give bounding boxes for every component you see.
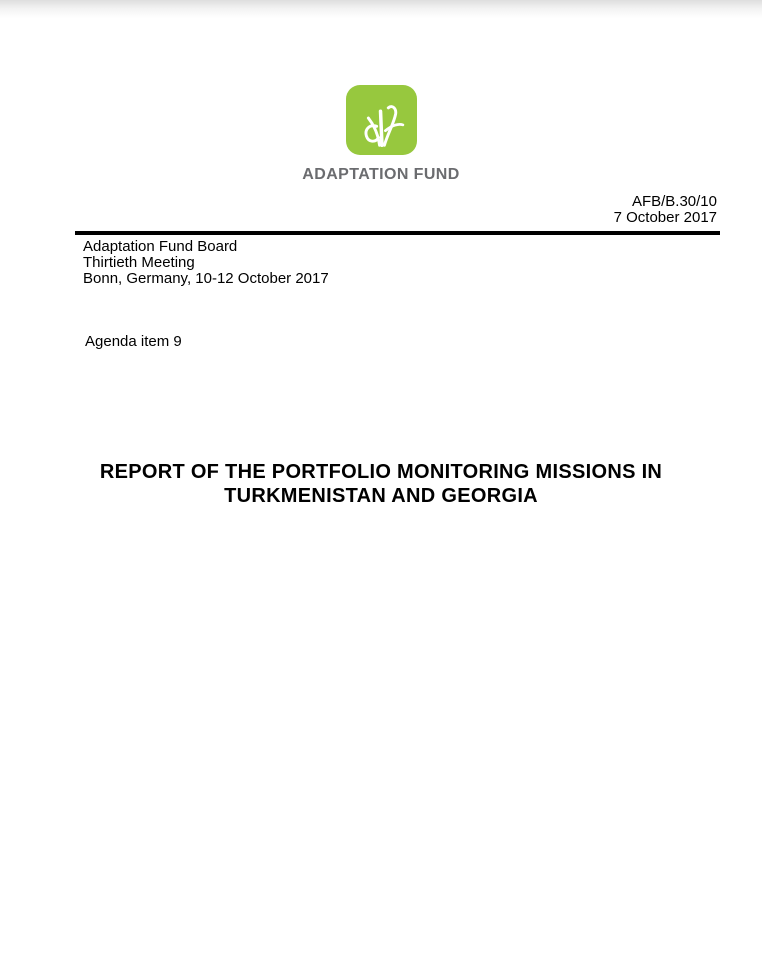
meeting-line-session: Thirtieth Meeting xyxy=(83,254,195,271)
document-reference xyxy=(614,194,717,226)
meeting-line-location: Bonn, Germany, 10-12 October 2017 xyxy=(83,270,329,287)
af-fountain-icon xyxy=(346,85,417,155)
document-date: 7 October 2017 xyxy=(613,209,717,226)
header-rule xyxy=(75,231,720,235)
document-title-line2: TURKMENISTAN AND GEORGIA xyxy=(224,485,538,507)
document-title-line1: REPORT OF THE PORTFOLIO MONITORING MISSIONS IN xyxy=(99,461,663,483)
document-title xyxy=(0,460,762,508)
adaptation-fund-logo xyxy=(0,85,762,184)
page-top-shadow xyxy=(0,0,762,18)
document-number: AFB/B.30/10 xyxy=(631,193,717,210)
meeting-info xyxy=(83,239,329,287)
logo-wordmark: ADAPTATION FUND xyxy=(302,166,460,183)
meeting-line-board: Adaptation Fund Board xyxy=(83,238,238,255)
agenda-item: Agenda item 9 xyxy=(85,333,182,350)
